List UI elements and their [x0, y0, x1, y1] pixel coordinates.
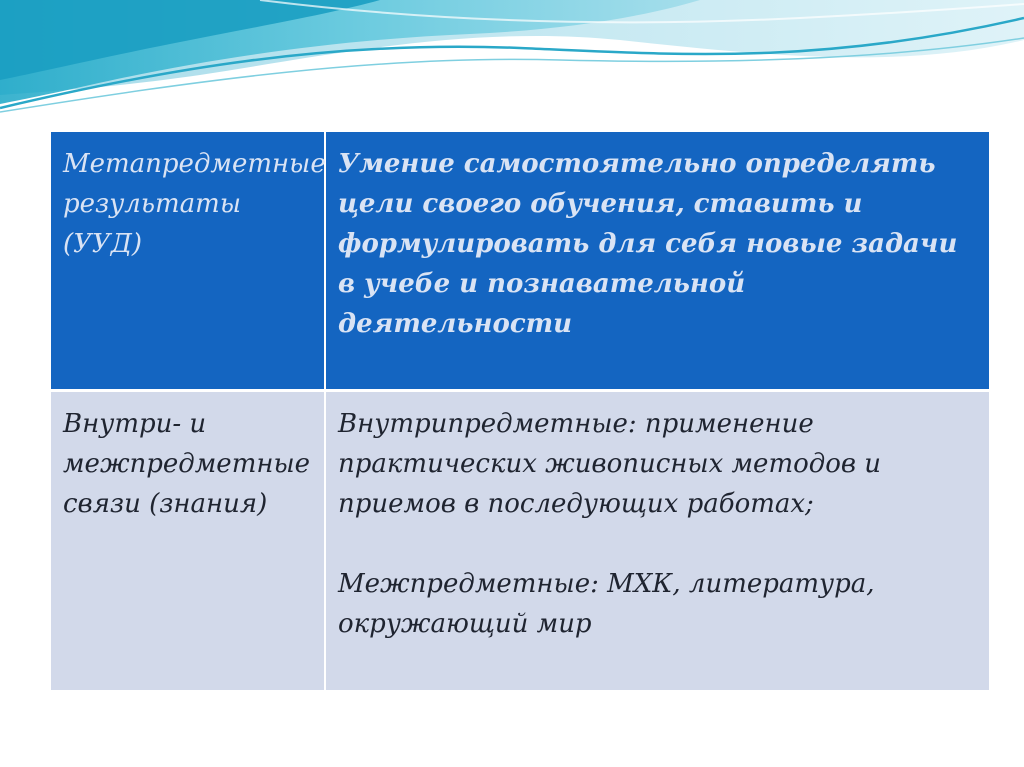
cell-text: Внутри- и межпредметные связи (знания) [63, 408, 311, 519]
paragraph-inter-subject: Межпредметные: МХК, литература, окружающий мир [338, 568, 875, 639]
cell-label-connections [51, 390, 325, 690]
cell-label-meta-results [51, 132, 325, 390]
wave-decoration [0, 0, 1024, 130]
cell-text: Метапредметные результаты (УУД) [63, 149, 326, 259]
table-row [51, 132, 989, 390]
paragraph-intra-subject: Внутрипредметные: применение практических живописных методов и приемов в последующих работах; [338, 408, 882, 519]
cell-description-connections [325, 390, 989, 690]
content-table [51, 132, 989, 690]
cell-text: Умение самостоятельно определять цели своего обучения, ставить и формулировать для себя новые задачи в учебе и познавательной деятельности [338, 149, 958, 339]
paragraph-gap [338, 524, 977, 564]
table-row [51, 390, 989, 690]
cell-description-meta-results [325, 132, 989, 390]
